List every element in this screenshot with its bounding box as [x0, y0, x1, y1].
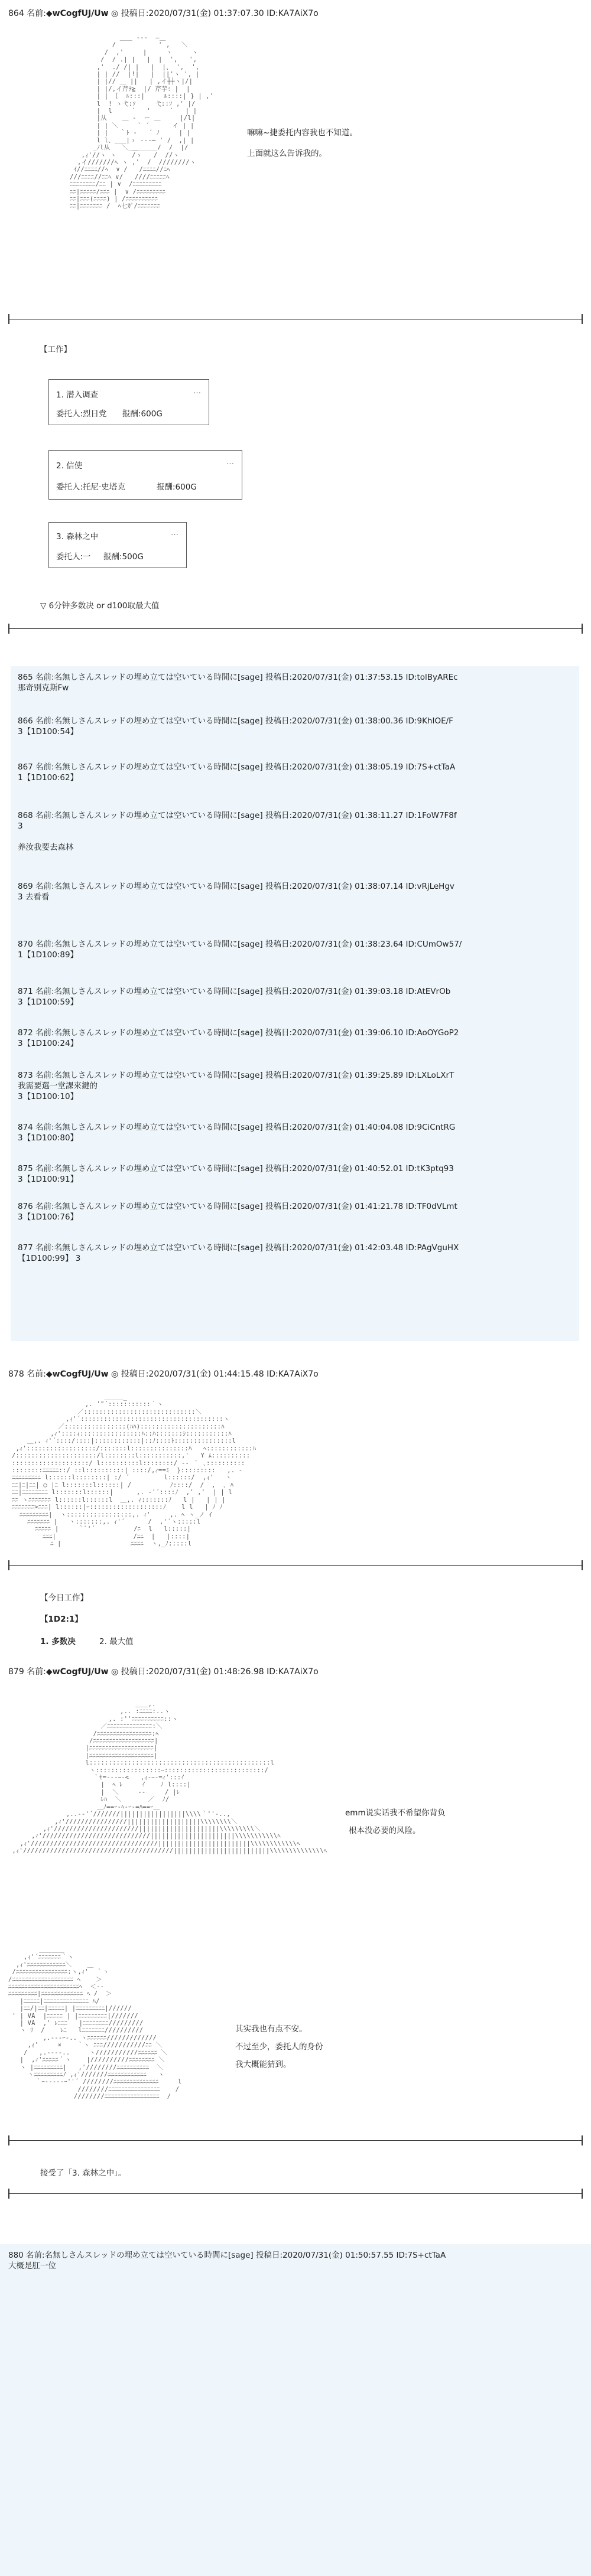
- ellipsis-icon: …: [226, 458, 234, 467]
- vote-reply: 866 名前:名無しさんスレッドの埋め立ては空いている時間に[sage] 投稿日:2020/07/31(金) 01:38:00.36 ID:9KhIOE/F 3【1D100:54】: [18, 716, 453, 736]
- speech-line: 我大概能猜到。: [235, 2060, 291, 2069]
- ascii-art-character-1: ＿＿ --- ―＿ / ' , ＼ / ,' | ヽ ヽ / / .| | | | ', ', ,' ./ /| | | |、 ', ', | | // |!| | ||'ヽ ', | | |// ＿ || | ,イ┼┼ヽ|/| | |/,イ芹ﾃ≧ |/ 芹芋ﾐ | | | | ｛ ﾙ:::| ﾙ::::| } | ,' l ! ヽ弋:ｿ 弋::ｿ ,' |/ | l ´ ' ` | | |从 ＿ - ー ＿ |/l| | | ＼ ` ´ イ | | | | ｀ﾄ - ´ ﾉ | | l l、___|ゝ ---─ ' / ,| | _ﾉl从 ＼_＿_____/ / |/ ,ｨ'//ヽ ヽ /ゝ / //ヽ ,イ///////ﾍ ヽ ,' / ////////ヽ ｲ//ﾆﾆﾆﾆ//ﾍ ∨ / /ﾆﾆﾆﾆ//ﾆﾍ ///ﾆﾆﾆﾆ//ﾆﾆﾍ ∨/ ////ﾆﾆﾆﾆﾆﾍ ﾆﾆﾆﾆﾆﾆﾆﾆ/ﾆﾆ | ∨ /ﾆﾆﾆﾆﾆﾆﾆﾆﾆ ﾆﾆ|ﾆﾆﾆﾆﾆ/ﾆﾆﾆ | ∨ /ﾆﾆﾆﾆﾆﾆﾆﾆﾆ ﾆﾆ|ﾆﾆﾆ(ﾆﾆﾆﾆ) | /ﾆﾆﾆﾆﾆﾆﾆﾆﾆﾆ ﾆﾆ|ﾆﾆﾆﾆﾆﾆﾆ / ﾍ七ｶﾞ/ﾆﾆﾆﾆﾆﾆﾆ: [70, 34, 214, 210]
- job-title: 3. 森林之中: [56, 532, 99, 542]
- speech-line: 不过至少，委托人的身份: [235, 2042, 323, 2052]
- job-client: 委托人:一: [56, 552, 91, 562]
- accepted-job-text: 接受了「3. 森林之中」。: [40, 2169, 126, 2178]
- job-card-1[interactable]: [48, 379, 209, 425]
- option-max-value: 2. 最大值: [99, 1637, 134, 1646]
- vote-reply: 880 名前:名無しさんスレッドの埋め立ては空いている時間に[sage] 投稿日:2020/07/31(金) 01:50:57.55 ID:7S+ctTaA 大概是肛一位: [8, 2251, 446, 2271]
- job-reward: 报酬:600G: [157, 482, 197, 492]
- post-number: 864 名前:: [8, 9, 46, 18]
- vote-reply: 874 名前:名無しさんスレッドの埋め立ては空いている時間に[sage] 投稿日:2020/07/31(金) 01:40:04.08 ID:9CiCntRG 3【1D100:80】: [18, 1123, 456, 1143]
- reply-panel-880: [0, 2244, 591, 2576]
- trip-mark: ◎: [108, 9, 119, 18]
- dice-roll-result: 【1D2:1】: [40, 1615, 83, 1624]
- vote-reply: 870 名前:名無しさんスレッドの埋め立ては空いている時間に[sage] 投稿日:2020/07/31(金) 01:38:23.64 ID:CUmOw57/ 1【1D100:89】: [18, 940, 462, 960]
- ellipsis-icon: …: [193, 387, 201, 396]
- vote-reply: 873 名前:名無しさんスレッドの埋め立ては空いている時間に[sage] 投稿日:2020/07/31(金) 01:39:25.89 ID:LXLoLXrT 我需要選一堂課來鍵的 3【1D100:10】: [18, 1071, 454, 1101]
- speech-line: 上面就这么告诉我的。: [247, 149, 327, 158]
- job-client: 委托人:烈日党: [56, 409, 107, 419]
- job-title: 1. 潜入调查: [56, 390, 99, 400]
- post-meta: 投稿日:2020/07/31(金) 01:48:26.98 ID:KA7AiX7o: [121, 1667, 319, 1677]
- today-work-label: 【今日工作】: [40, 1593, 88, 1603]
- ascii-art-character-3: ＿＿,. ,.. :ﾆﾆﾆﾆ:..ヽ ,. :''ﾆﾆﾆﾆﾆﾆﾆﾆﾆﾆ::ヽ ／ﾆﾆﾆﾆﾆﾆﾆﾆﾆﾆﾆﾆﾆﾆ:＼ /ﾆﾆﾆﾆﾆﾆﾆﾆﾆﾆﾆﾆﾆﾆﾆﾆﾆ:ﾍ /ﾆﾆﾆﾆﾆﾆﾆﾆﾆﾆﾆﾆﾆﾆﾆﾆﾆﾆﾆ| |ﾆﾆﾆﾆﾆﾆﾆﾆﾆﾆﾆﾆﾆﾆﾆﾆﾆﾆﾆﾆ| |ﾆﾆﾆﾆﾆﾆﾆﾆﾆﾆﾆﾆﾆﾆﾆﾆﾆﾆﾆﾆ| l:::::::::::::::::::::::::::::::::::::::::::::::l ヽ:::::::::::::::::ｰ::::::::::::::::::::::::::/ ｀ﾔ=-‐‐ｰ-< ,ｨ‐ｰ-=ｨ':::ｲ | ﾍ ﾚ ｲ ﾉ l::::| | ＼ -‐ / |ﾚ ﾚﾊ ＼ ／ ﾉ/ ＿ﾉ==ｰ-ﾍ-ｰ-=ﾊ==ｰ＿ ,..-‐'´///////|||||||||||||||||\\\\｀''‐.., ,ｨ'////////////////|||||||||||||||||||\\\\\\\\＼ ,ｨ'//////////////////////|||||||||||||||||||||\\\\\\\\\＼ ,ｨ'////////////////////////////||||||||||||||||||||||\\\\\\\\\\\ﾍ ,ｨ'/////////////////////////////////||||||||||||||||||||||||\\\\\\\\\\\\ﾍ ,ｨ'///////////////////////////////////////|||||||||||||||||||||||||\\\\\\\\\\\\\\ﾍ: [12, 1701, 327, 1855]
- vote-instruction: ▽ 6分钟多数决 or d100取最大值: [40, 601, 160, 611]
- ascii-art-character-4: ＿＿＿＿ ,ｨ'´ﾆﾆﾆﾆﾆﾆﾆ｀ヽ ,ｨ'ﾆﾆﾆﾆﾆﾆﾆﾆﾆﾆﾆﾆ＼ ＿ /ﾆﾆﾆﾆﾆﾆﾆﾆﾆﾆﾆﾆﾆﾆﾆﾆ:ヽ,ｨ' ｀ヽ /ﾆﾆﾆﾆﾆﾆﾆﾆﾆﾆﾆﾆﾆﾆﾆﾆﾆﾆﾆ ﾍ ＞ ﾆﾆﾆﾆﾆﾆﾆﾆﾆﾆﾆﾆﾆﾆﾆﾆﾆﾆﾆﾆﾆﾆﾍ ＜-‐ ﾆﾆﾆﾆﾆﾆﾆﾆﾆ|ﾆﾆﾆﾆﾆﾆﾆﾆﾆﾆﾆﾆﾆ ﾍ / ＞ |ﾆﾆﾆﾆﾆ|ﾆﾆﾆﾆﾆﾆﾆﾆﾆﾆﾆﾆﾆﾆ ﾊ/ |ﾆﾆ/|ﾆﾆ|ﾆﾆﾆﾆﾆ| |ﾆﾆﾆﾆﾆﾆﾆﾆﾆ|////// ' | VA |ﾆﾆﾆﾆﾆ | |ﾆﾆﾆﾆﾆﾆﾆﾆﾆ|/////// | VA ,' ﾚﾆﾆﾆ |ﾆﾆﾆﾆﾆﾆﾆﾆ///////// ヽ ﾘ / ﾚﾆ lﾆﾆﾆﾆﾆﾆﾆ////////// ,.-‐‐ｰ-.. ヽﾆﾆﾆﾆﾆﾆ///////////// ,ｨ' × ｀ヽ ﾆﾆﾆ///////////ﾆﾆ ＼ / ,.-‐‐-.. ヽ///////////ﾆﾆﾆﾆﾆﾆ ＼ | ,ｨ'ﾆﾆﾆﾆﾆ｀ヽ |//////////ﾆﾆﾆﾆﾆﾆﾆﾆ ＼ ヽ |ﾆﾆﾆﾆﾆﾆﾆﾆﾆ| ,'////////ﾆﾆﾆﾆﾆﾆﾆﾆﾆﾆ ＼ ヽﾆﾆﾆﾆﾆﾆﾆﾆﾆﾉ ,ｨ'///////ﾆﾆﾆﾆﾆﾆﾆﾆﾆﾆﾆﾆ ヽ ｀ｰ-‐‐‐‐ｰ''´ ////////ﾆﾆﾆﾆﾆﾆﾆﾆﾆﾆﾆﾆﾆﾆ l ////////ﾆﾆﾆﾆﾆﾆﾆﾆﾆﾆﾆﾆﾆﾆﾆﾆ / ////////ﾆﾆﾆﾆﾆﾆﾆﾆﾆﾆﾆﾆﾆﾆﾆﾆﾆ /: [8, 1946, 182, 2101]
- vote-reply: 876 名前:名無しさんスレッドの埋め立ては空いている時間に[sage] 投稿日:2020/07/31(金) 01:41:21.78 ID:TF0dVLmt 3【1D100:76】: [18, 1202, 457, 1222]
- vote-reply: 869 名前:名無しさんスレッドの埋め立ては空いている時間に[sage] 投稿日:2020/07/31(金) 01:38:07.14 ID:vRjLeHgv 3 去看看: [18, 882, 454, 902]
- job-title: 2. 信使: [56, 461, 83, 471]
- job-reward: 报酬:600G: [122, 409, 163, 419]
- vote-reply: 871 名前:名無しさんスレッドの埋め立ては空いている時間に[sage] 投稿日:2020/07/31(金) 01:39:03.18 ID:AtEVrOb 3【1D100:59】: [18, 987, 451, 1007]
- divider: [8, 2193, 583, 2194]
- post-number: 878 名前:: [8, 1369, 46, 1379]
- vote-reply: 877 名前:名無しさんスレッドの埋め立ては空いている時間に[sage] 投稿日:2020/07/31(金) 01:42:03.48 ID:PAgVguHX 【1D100:99】 3: [18, 1243, 459, 1263]
- vote-reply: 872 名前:名無しさんスレッドの埋め立ては空いている時間に[sage] 投稿日:2020/07/31(金) 01:39:06.10 ID:AoOYGoP2 3【1D100:24】: [18, 1028, 459, 1048]
- ellipsis-icon: …: [171, 529, 178, 537]
- divider: [8, 1565, 583, 1566]
- trip-mark: ◎: [108, 1667, 119, 1677]
- option-majority: 1. 多数决: [40, 1637, 76, 1646]
- work-label: 【工作】: [40, 345, 72, 354]
- post-number: 879 名前:: [8, 1667, 46, 1677]
- vote-reply: 868 名前:名無しさんスレッドの埋め立ては空いている時間に[sage] 投稿日:2020/07/31(金) 01:38:11.27 ID:1FoW7F8f 3 养汝我要去森林: [18, 811, 457, 852]
- vote-reply: 865 名前:名無しさんスレッドの埋め立ては空いている時間に[sage] 投稿日:2020/07/31(金) 01:37:53.15 ID:tolByAREc 那奇别克斯Fw: [18, 673, 458, 693]
- poster-trip[interactable]: ◆wCogfUJ/Uw: [46, 1369, 109, 1379]
- post-header-878: [8, 1368, 319, 1380]
- job-client: 委托人:托尼·史塔克: [56, 482, 125, 492]
- speech-line: emm说实话我不希望你背负: [345, 1808, 446, 1818]
- post-meta: 投稿日:2020/07/31(金) 01:44:15.48 ID:KA7AiX7o: [121, 1369, 319, 1379]
- speech-line: 嘛嘛~捷委托内容我也不知道。: [247, 128, 358, 138]
- job-card-2[interactable]: [48, 450, 242, 500]
- post-header-864: [8, 7, 319, 19]
- divider: [8, 628, 583, 629]
- job-reward: 报酬:500G: [103, 552, 144, 562]
- trip-mark: ◎: [108, 1369, 119, 1379]
- speech-line: 其实我也有点不安。: [235, 2024, 307, 2034]
- post-meta: 投稿日:2020/07/31(金) 01:37:07.30 ID:KA7AiX7o: [121, 9, 319, 18]
- poster-trip[interactable]: ◆wCogfUJ/Uw: [46, 1667, 109, 1677]
- speech-line: 根本没必要的风险。: [349, 1826, 421, 1835]
- post-header-879: [8, 1665, 319, 1677]
- vote-reply: 875 名前:名無しさんスレッドの埋め立ては空いている時間に[sage] 投稿日:2020/07/31(金) 01:40:52.01 ID:tK3ptq93 3【1D100:91】: [18, 1164, 454, 1184]
- divider: [8, 2140, 583, 2141]
- job-card-3[interactable]: [48, 522, 187, 568]
- vote-reply: 867 名前:名無しさんスレッドの埋め立ては空いている時間に[sage] 投稿日:2020/07/31(金) 01:38:05.19 ID:7S+ctTaA 1【1D100:62】: [18, 762, 456, 782]
- poster-trip[interactable]: ◆wCogfUJ/Uw: [46, 9, 109, 18]
- ascii-art-character-2: ＿＿＿_ ,. '"´:::::::::::｀ヽ ／:::::::::::::::::::::::::::::＼ ,ｨ'´:::::::::::::::::::::::::::::::::::::ヽ ／::::::::::::::::(ﾊﾊ):::::::::::::::::::::ﾊ ,ｨ'::::ｨ::::::::::::::::ﾊ::ﾊ:::::::ｼ:::::::::::ﾊ ＿,. ｨ'´::::/::::|::::::::::::|::ﾉ::::ﾄ:::::::::::::::l ,ｨ'::::::::::::::::::/:::::::l:::::::::::::::ﾊ ﾍ::::::::::::ﾊ /:::::::::::::::::::::/l::::::::l:::::::::::,' Y ﾑ:::::::::: ::::::::::::::::::::/ l::::::::::l::::::::/ ‐- ｀ ､:::::::::: ::::::::ﾆﾆﾆﾆﾆ::/ ::l::::::::::| ::::/,ｨ==ﾐ }::::::::: ,. - ﾆﾆﾆﾆﾆﾆﾆﾆﾆ l::::::l::::::::| :/ ´ l::::::/ ,ｨ' ヽ ﾆﾆ|ﾆ|ﾆﾆ| ○ |ﾆ l:::::::l::::::| / ﾉ::::/ / , ､ ﾊ ﾆﾆ|ﾆﾆﾆﾆﾆﾆﾆﾆ l:::::::l::::::| ,. ‐'´::::ﾉ ,' ,' | | l ﾆﾆ ヽﾆﾆﾆﾆﾆﾆﾆ l::::::l::::::l ＿,. ｨ:::::::ﾉ l | | | | ﾆﾆﾆﾆﾆﾆﾆ>ﾆﾆﾆ| l::::::|ｰ:::::::::::::::::::ﾉ l l | ﾉ ﾉ ﾆﾆﾆﾆﾆﾆﾆﾆﾆ| ヽ:::::::::::::::::,. ｨ' ,. ﾍ ヽ_ノ ｲ ﾆﾆﾆﾆﾆﾆﾆ | ヽ:::::::,. ｨ'´ / ,'´ヽ:::::l ﾆﾆﾆﾆﾆ | ｀ﾞ'´ /ﾆ l l:::::| ﾆﾆﾆ| /ﾆﾆ | |::::| ﾆ | ﾆﾆﾆﾆ ヽ,_ﾉ:::::l: [12, 1394, 256, 1548]
